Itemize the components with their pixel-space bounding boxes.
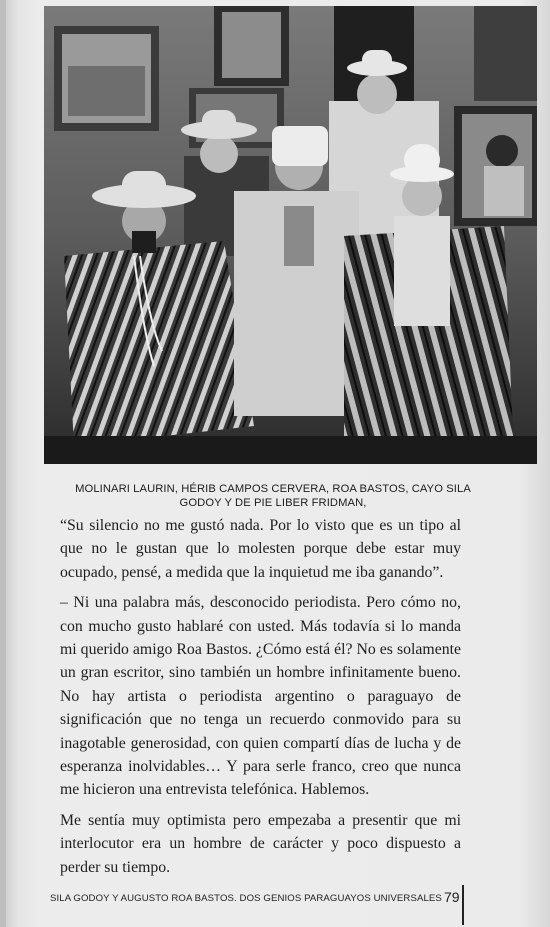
paragraph-3: Me sentía muy optimista pero empezaba a presentir que mi interlocutor era un hombre de carácter y poco dispuesto a perder su tiempo.	[60, 811, 461, 876]
page-number: 79	[444, 889, 460, 905]
photo-caption	[30, 482, 516, 510]
running-title: SILA GODOY Y AUGUSTO ROA BASTOS. DOS GENIOS PARAGUAYOS UNIVERSALES	[50, 893, 442, 904]
body-text	[60, 514, 461, 879]
historical-photo	[44, 6, 537, 464]
caption-line-2: GODOY Y DE PIE LIBER FRIDMAN,	[179, 497, 367, 509]
paragraph-2: – Ni una palabra más, desconocido periodista. Pero cómo no, con mucho gusto hablaré con usted. Más todavía si lo manda mi querido amigo Roa Bastos. ¿Cómo está él? No es solamente un gran escritor, sino también un hombre infinitamente bueno. No hay artista o periodista argentino o paraguayo de significación que no tenga un recuerdo conmovido para su inagotable generosidad, con quien compartí días de lucha y de esperanza inolvidables… Y para serle franco, creo que nunca me hicieron una entrevista telefónica. Hablemos.	[60, 594, 461, 799]
footer-rule	[462, 885, 464, 925]
photo-illustration	[44, 6, 537, 464]
paragraph-1: “Su silencio no me gustó nada. Por lo visto que es un tipo al que no le gustan que lo molesten porque debe estar muy ocupado, pensé, a medida que la inquietud me iba ganando”.	[60, 517, 461, 581]
page-edge	[0, 0, 6, 927]
caption-line-1: MOLINARI LAURIN, HÉRIB CAMPOS CERVERA, ROA BASTOS, CAYO SILA	[75, 483, 471, 495]
